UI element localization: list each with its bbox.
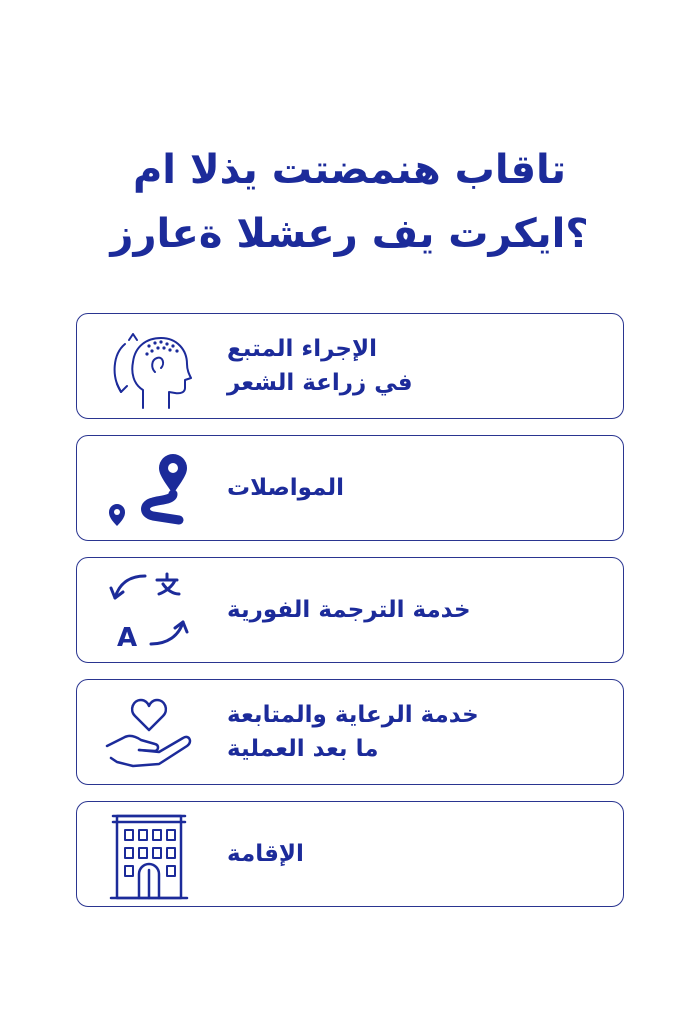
service-card-transportation <box>76 435 624 541</box>
hotel-building-icon <box>103 808 195 900</box>
svg-text:A: A <box>117 623 138 653</box>
service-label-line-1: المواصلات <box>227 475 345 501</box>
service-label-line-1: الإجراء المتبع <box>227 336 377 362</box>
service-label-line-2: ما بعد العملية <box>227 736 379 762</box>
service-card-accommodation <box>76 801 624 907</box>
title-line-1: تاقاب هنمضتت يذلا ام <box>132 147 567 193</box>
head-hair-icon <box>103 320 195 412</box>
service-card-translation <box>76 557 624 663</box>
service-card-procedure <box>76 313 624 419</box>
service-label-line-1: خدمة الرعاية والمتابعة <box>227 702 479 728</box>
title-line-2: ؟ايكرت يف رعشلا ةعارز <box>110 211 589 257</box>
service-label-line-2: في زراعة الشعر <box>227 370 413 396</box>
location-route-icon <box>103 442 195 534</box>
service-label-line-1: الإقامة <box>227 841 304 867</box>
page-title <box>20 138 679 266</box>
care-hand-heart-icon <box>103 686 195 778</box>
service-label-line-1: خدمة الترجمة الفورية <box>227 597 471 623</box>
translation-icon <box>103 564 195 656</box>
service-card-aftercare <box>76 679 624 785</box>
